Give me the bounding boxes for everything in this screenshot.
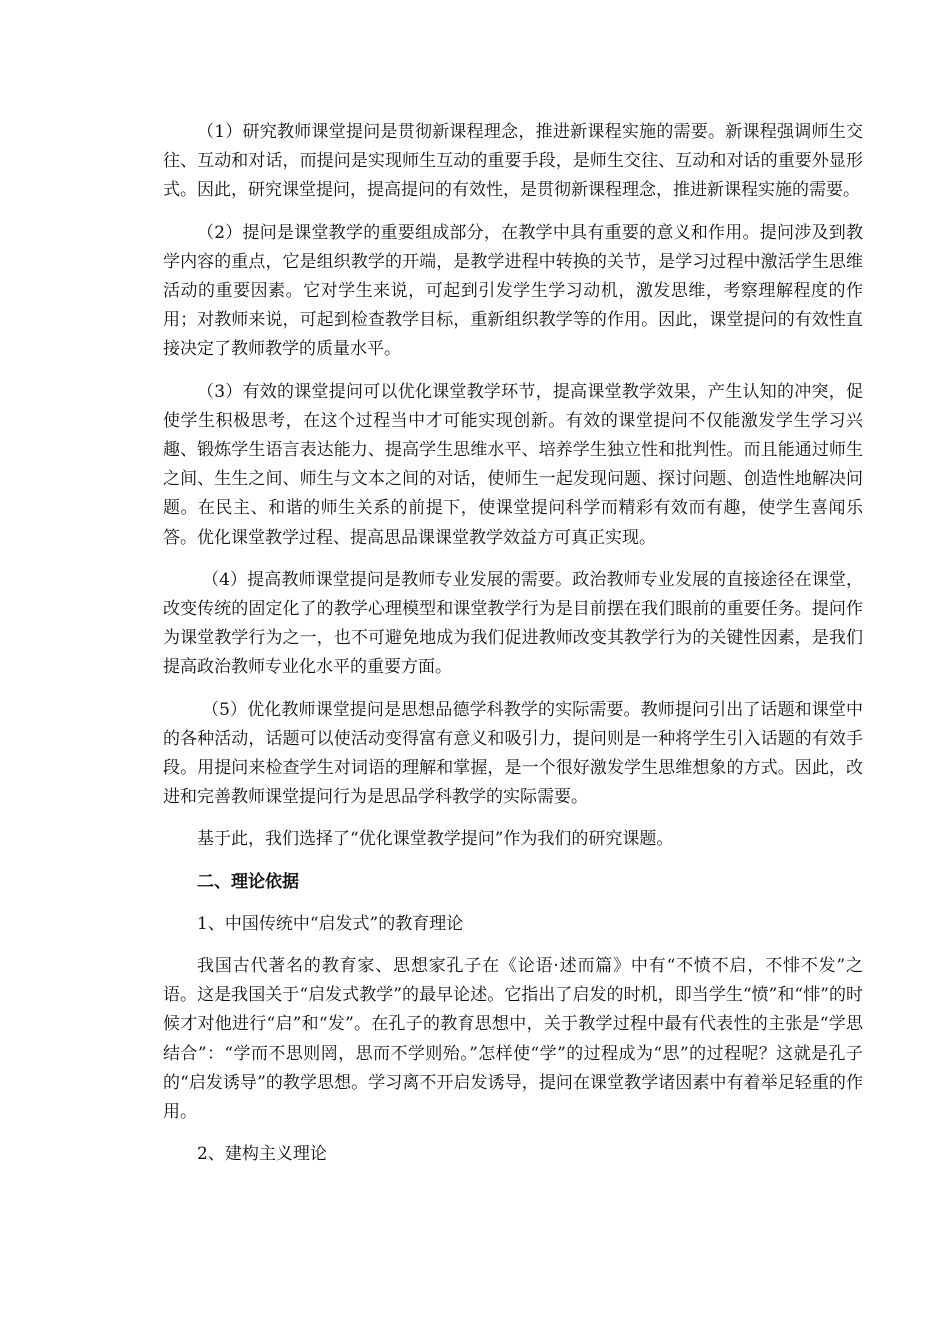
paragraph-reason-2: （2）提问是课堂教学的重要组成部分，在教学中具有重要的意义和作用。提问涉及到教学内容的重点，它是组织教学的开端，是教学进程中转换的关节，是学习过程中激活学生思维活动的重要因素。它对学生来说，可起到引发学生学习动机，激发思维，考察理解程度的作用；对教师来说，可起到检查教学目标，重新组织教学等的作用。因此，课堂提问的有效性直接决定了教师教学的质量水平。 [163,222,863,360]
section-heading-theory: 二、理论依据 [197,871,299,892]
paragraph-reason-5: （5）优化教师课堂提问是思想品德学科教学的实际需要。教师提问引出了话题和课堂中的各种活动，话题可以使活动变得富有意义和吸引力，提问则是一种将学生引入话题的有效手段。用提问来检查学生对词语的理解和掌握，是一个很好激发学生思维想象的方式。因此，改进和完善教师课堂提问行为是思品学科教学的实际需要。 [163,699,863,808]
paragraph-reason-3: （3）有效的课堂提问可以优化课堂教学环节，提高课堂教学效果，产生认知的冲突，促使学生积极思考，在这个过程当中才可能实现创新。有效的课堂提问不仅能激发学生学习兴趣、锻炼学生语言表达能力、提高学生思维水平、培养学生独立性和批判性。而且能通过师生之间、生生之间、师生与文本之间的对话，使师生一起发现问题、探讨问题、创造性地解决问题。在民主、和谐的师生关系的前提下，使课堂提问科学而精彩有效而有趣，使学生喜闻乐答。优化课堂教学过程、提高思品课课堂教学效益方可真正实现。 [163,381,863,548]
paragraph-heuristic-theory: 我国古代著名的教育家、思想家孔子在《论语·述而篇》中有“不愤不启，不悱不发”之语。这是我国关于“启发式教学”的最早论述。它指出了启发的时机，即当学生“愤”和“悱”的时候才对他进行“启”和“发”。在孔子的教育思想中，关于教学过程中最有代表性的主张是“学思结合”：“学而不思则罔，思而不学则殆。”怎样使“学”的过程成为“思”的过程呢？这就是孔子的“启发诱导”的教学思想。学习离不开启发诱导，提问在课堂教学诸因素中有着举足轻重的作用。 [163,956,863,1123]
paragraph-reason-4: （4）提高教师课堂提问是教师专业发展的需要。政治教师专业发展的直接途径在课堂，改变传统的固定化了的教学心理模型和课堂教学行为是目前摆在我们眼前的重要任务。提问作为课堂教学行为之一，也不可避免地成为我们促进教师改变其教学行为的关键性因素，是我们提高政治教师专业化水平的重要方面。 [163,569,863,678]
paragraph-reason-1: （1）研究教师课堂提问是贯彻新课程理念，推进新课程实施的需要。新课程强调师生交往、互动和对话，而提问是实现师生互动的重要手段，是师生交往、互动和对话的重要外显形式。因此，研究课堂提问，提高提问的有效性，是贯彻新课程理念，推进新课程实施的需要。 [163,122,863,201]
paragraph-conclusion: 基于此，我们选择了“优化课堂教学提问”作为我们的研究课题。 [197,829,674,850]
subheading-constructivism: 2、建构主义理论 [197,1144,327,1165]
document-page [163,118,863,1183]
subheading-heuristic-theory: 1、中国传统中“启发式”的教育理论 [197,913,464,934]
